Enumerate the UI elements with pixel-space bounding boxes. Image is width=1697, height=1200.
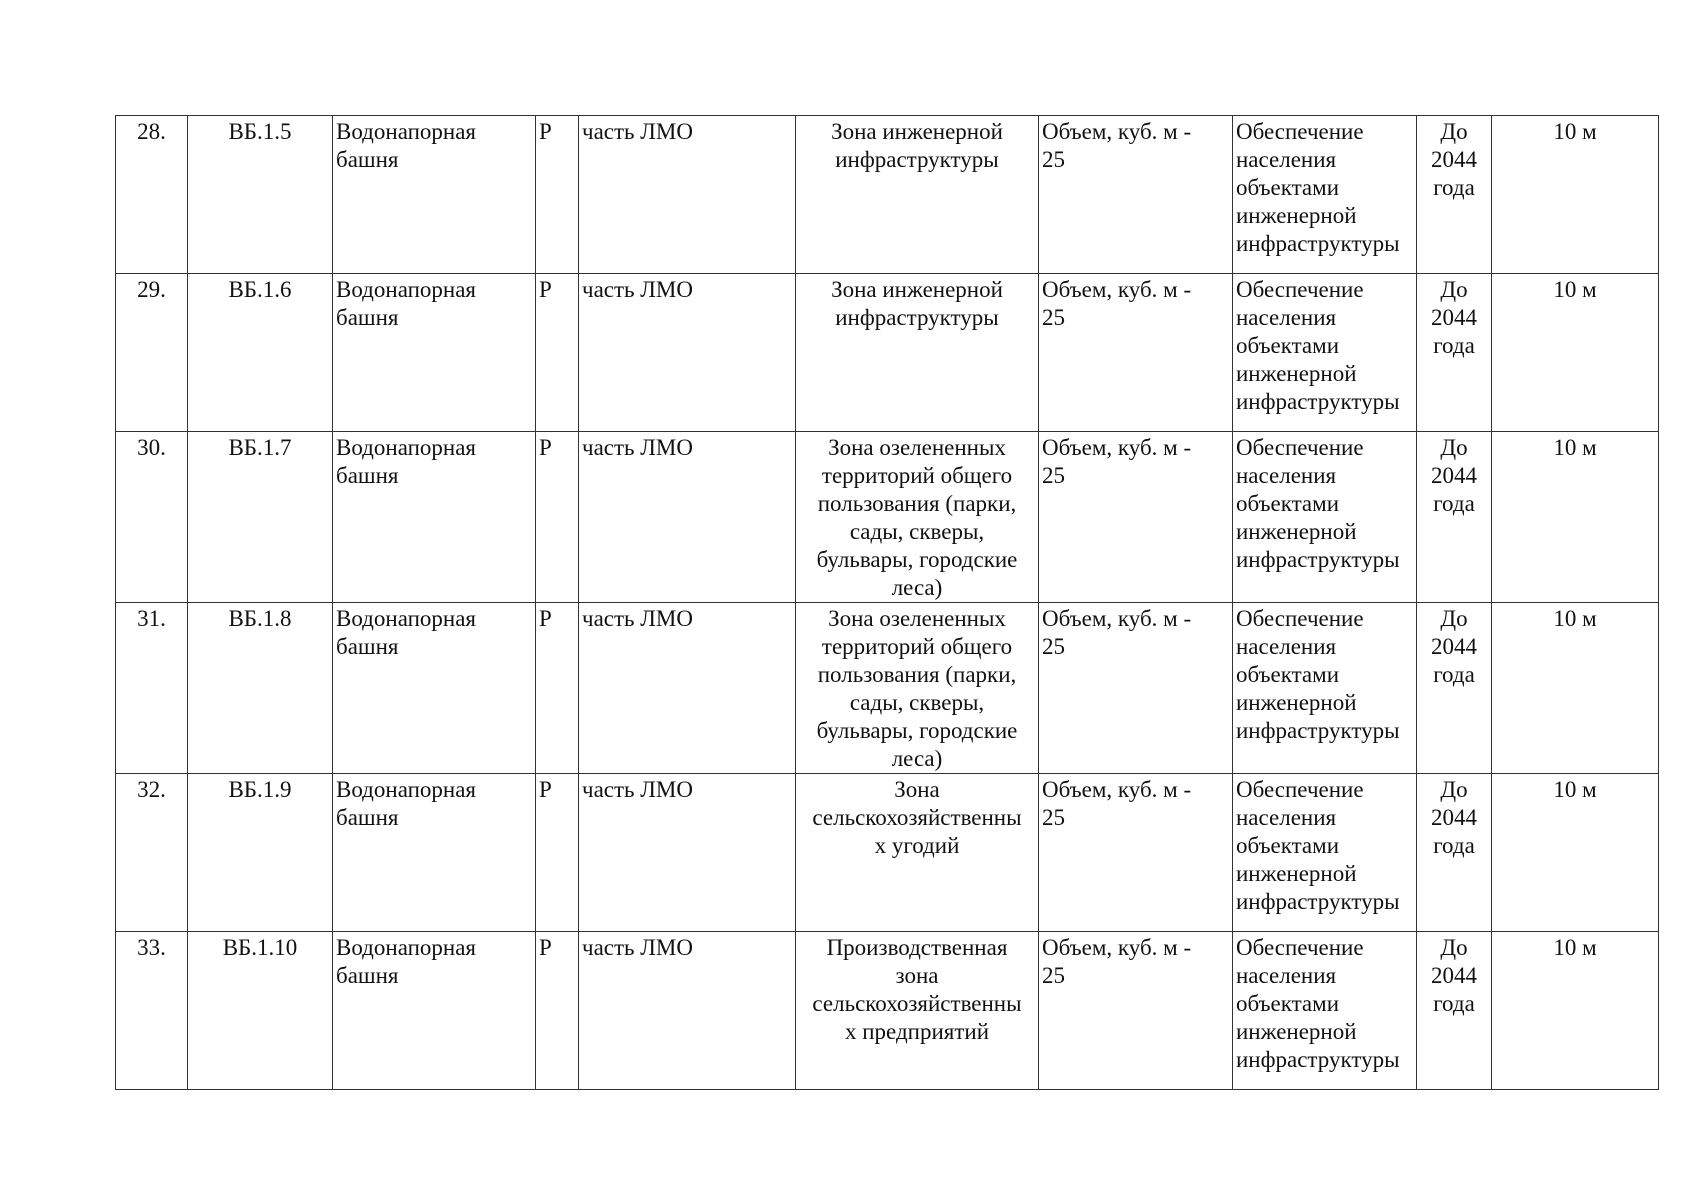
object-name: Водонапорная башня <box>333 932 536 1090</box>
table-row <box>116 774 1659 932</box>
object-name: Водонапорная башня <box>333 116 536 274</box>
object-code: ВБ.1.9 <box>188 774 333 932</box>
object-code: ВБ.1.7 <box>188 432 333 603</box>
object-location: часть ЛМО <box>579 932 796 1090</box>
implementation-term: До 2044 года <box>1417 932 1492 1090</box>
object-purpose: Обеспечение населения объектами инженерной инфраструктуры <box>1233 274 1417 432</box>
functional-zone: Зона инженерной инфраструктуры <box>796 116 1039 274</box>
row-number: 31. <box>116 603 188 774</box>
object-kind: Р <box>536 774 579 932</box>
functional-zone: Производственная зона сельскохозяйственны х предприятий <box>796 932 1039 1090</box>
object-parameters: Объем, куб. м - 25 <box>1039 774 1233 932</box>
row-number: 29. <box>116 274 188 432</box>
object-purpose: Обеспечение населения объектами инженерной инфраструктуры <box>1233 603 1417 774</box>
table-row <box>116 116 1659 274</box>
object-kind: Р <box>536 603 579 774</box>
object-purpose: Обеспечение населения объектами инженерной инфраструктуры <box>1233 932 1417 1090</box>
table-row <box>116 932 1659 1090</box>
object-parameters: Объем, куб. м - 25 <box>1039 116 1233 274</box>
object-location: часть ЛМО <box>579 603 796 774</box>
table-row <box>116 603 1659 774</box>
object-code: ВБ.1.6 <box>188 274 333 432</box>
object-code: ВБ.1.5 <box>188 116 333 274</box>
object-purpose: Обеспечение населения объектами инженерной инфраструктуры <box>1233 116 1417 274</box>
row-number: 28. <box>116 116 188 274</box>
object-code: ВБ.1.8 <box>188 603 333 774</box>
table-body <box>116 116 1659 1090</box>
object-kind: Р <box>536 432 579 603</box>
table-row <box>116 432 1659 603</box>
zone-distance: 10 м <box>1492 274 1659 432</box>
object-name: Водонапорная башня <box>333 432 536 603</box>
object-name: Водонапорная башня <box>333 603 536 774</box>
row-number: 33. <box>116 932 188 1090</box>
object-parameters: Объем, куб. м - 25 <box>1039 932 1233 1090</box>
zone-distance: 10 м <box>1492 432 1659 603</box>
implementation-term: До 2044 года <box>1417 432 1492 603</box>
object-name: Водонапорная башня <box>333 774 536 932</box>
object-location: часть ЛМО <box>579 432 796 603</box>
zone-distance: 10 м <box>1492 774 1659 932</box>
implementation-term: До 2044 года <box>1417 274 1492 432</box>
object-purpose: Обеспечение населения объектами инженерной инфраструктуры <box>1233 774 1417 932</box>
row-number: 30. <box>116 432 188 603</box>
zone-distance: 10 м <box>1492 603 1659 774</box>
object-purpose: Обеспечение населения объектами инженерной инфраструктуры <box>1233 432 1417 603</box>
implementation-term: До 2044 года <box>1417 774 1492 932</box>
zone-distance: 10 м <box>1492 116 1659 274</box>
object-kind: Р <box>536 274 579 432</box>
object-location: часть ЛМО <box>579 774 796 932</box>
objects-table <box>115 115 1659 1090</box>
functional-zone: Зона озелененных территорий общего пользования (парки, сады, скверы, бульвары, городские леса) <box>796 603 1039 774</box>
functional-zone: Зона озелененных территорий общего пользования (парки, сады, скверы, бульвары, городские леса) <box>796 432 1039 603</box>
object-location: часть ЛМО <box>579 274 796 432</box>
implementation-term: До 2044 года <box>1417 116 1492 274</box>
functional-zone: Зона инженерной инфраструктуры <box>796 274 1039 432</box>
zone-distance: 10 м <box>1492 932 1659 1090</box>
object-code: ВБ.1.10 <box>188 932 333 1090</box>
functional-zone: Зона сельскохозяйственны х угодий <box>796 774 1039 932</box>
object-kind: Р <box>536 116 579 274</box>
object-parameters: Объем, куб. м - 25 <box>1039 274 1233 432</box>
object-kind: Р <box>536 932 579 1090</box>
table-row <box>116 274 1659 432</box>
object-name: Водонапорная башня <box>333 274 536 432</box>
object-parameters: Объем, куб. м - 25 <box>1039 432 1233 603</box>
object-parameters: Объем, куб. м - 25 <box>1039 603 1233 774</box>
object-location: часть ЛМО <box>579 116 796 274</box>
row-number: 32. <box>116 774 188 932</box>
implementation-term: До 2044 года <box>1417 603 1492 774</box>
